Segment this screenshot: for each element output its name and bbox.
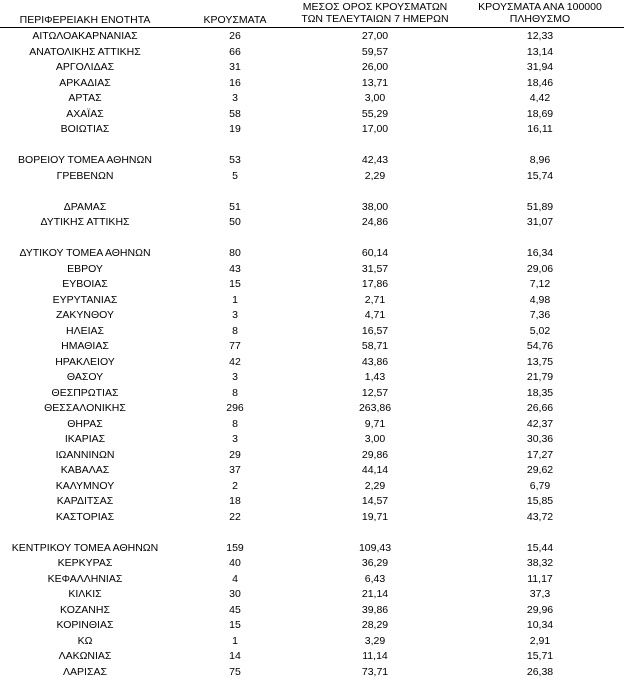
- per-100k-cell: 29,62: [470, 463, 610, 479]
- table-row: [0, 618, 624, 634]
- avg-7-days-cell: 2,29: [320, 479, 430, 495]
- region-cell: ΛΑΡΙΣΑΣ: [0, 665, 170, 680]
- table-row: [0, 432, 624, 448]
- table-row: [0, 29, 624, 45]
- cases-cell: 29: [190, 448, 280, 464]
- cases-cell: 8: [190, 417, 280, 433]
- per-100k-cell: 26,66: [470, 401, 610, 417]
- cases-cell: 15: [190, 618, 280, 634]
- table-row: [0, 634, 624, 650]
- table-row: [0, 370, 624, 386]
- region-cell: ΑΧΑΪΑΣ: [0, 107, 170, 123]
- region-cell: ΗΛΕΙΑΣ: [0, 324, 170, 340]
- per-100k-cell: 12,33: [470, 29, 610, 45]
- region-cell: ΖΑΚΥΝΘΟΥ: [0, 308, 170, 324]
- region-cell: ΗΜΑΘΙΑΣ: [0, 339, 170, 355]
- region-cell: ΔΡΑΜΑΣ: [0, 200, 170, 216]
- avg-7-days-cell: 17,00: [320, 122, 430, 138]
- per-100k-cell: 13,75: [470, 355, 610, 371]
- region-cell: ΘΗΡΑΣ: [0, 417, 170, 433]
- cases-cell: 22: [190, 510, 280, 526]
- avg-7-days-cell: 4,71: [320, 308, 430, 324]
- per-100k-cell: 15,74: [470, 169, 610, 185]
- cases-cell: 5: [190, 169, 280, 185]
- avg-7-days-cell: 17,86: [320, 277, 430, 293]
- table-row: [0, 76, 624, 92]
- avg-7-days-cell: 43,86: [320, 355, 430, 371]
- region-cell: ΕΒΡΟΥ: [0, 262, 170, 278]
- region-cell: ΑΡΚΑΔΙΑΣ: [0, 76, 170, 92]
- per-100k-cell: 15,85: [470, 494, 610, 510]
- avg-7-days-cell: 28,29: [320, 618, 430, 634]
- per-100k-cell: 8,96: [470, 153, 610, 169]
- per-100k-cell: 7,36: [470, 308, 610, 324]
- cases-cell: 296: [190, 401, 280, 417]
- per-100k-cell: 37,3: [470, 587, 610, 603]
- per-100k-cell: 15,44: [470, 541, 610, 557]
- region-cell: ΚΑΡΔΙΤΣΑΣ: [0, 494, 170, 510]
- cases-cell: 14: [190, 649, 280, 665]
- region-cell: ΗΡΑΚΛΕΙΟΥ: [0, 355, 170, 371]
- per-100k-cell: 5,02: [470, 324, 610, 340]
- cases-cell: 45: [190, 603, 280, 619]
- cases-cell: 66: [190, 45, 280, 61]
- avg-7-days-cell: 55,29: [320, 107, 430, 123]
- per-100k-cell: 16,11: [470, 122, 610, 138]
- per-100k-cell: 16,34: [470, 246, 610, 262]
- table-row: [0, 293, 624, 309]
- cases-cell: 3: [190, 370, 280, 386]
- region-cell: ΘΕΣΠΡΩΤΙΑΣ: [0, 386, 170, 402]
- per-100k-cell: 26,38: [470, 665, 610, 680]
- header-avg-line-1: ΜΕΣΟΣ ΟΡΟΣ ΚΡΟΥΣΜΑΤΩΝ: [303, 1, 448, 13]
- per-100k-cell: 18,69: [470, 107, 610, 123]
- avg-7-days-cell: 2,71: [320, 293, 430, 309]
- avg-7-days-cell: 3,00: [320, 91, 430, 107]
- table-row: [0, 386, 624, 402]
- table-row: [0, 541, 624, 557]
- avg-7-days-cell: 38,00: [320, 200, 430, 216]
- avg-7-days-cell: 29,86: [320, 448, 430, 464]
- per-100k-cell: 43,72: [470, 510, 610, 526]
- avg-7-days-cell: 31,57: [320, 262, 430, 278]
- table-row: [0, 153, 624, 169]
- table-row: [0, 479, 624, 495]
- avg-7-days-cell: 109,43: [320, 541, 430, 557]
- region-cell: ΑΡΤΑΣ: [0, 91, 170, 107]
- region-cell: ΙΩΑΝΝΙΝΩΝ: [0, 448, 170, 464]
- region-cell: ΒΟΡΕΙΟΥ ΤΟΜΕΑ ΑΘΗΝΩΝ: [0, 153, 170, 169]
- region-cell: ΑΙΤΩΛΟΑΚΑΡΝΑΝΙΑΣ: [0, 29, 170, 45]
- avg-7-days-cell: 16,57: [320, 324, 430, 340]
- per-100k-cell: 18,35: [470, 386, 610, 402]
- cases-cell: 50: [190, 215, 280, 231]
- avg-7-days-cell: 27,00: [320, 29, 430, 45]
- cases-cell: 16: [190, 76, 280, 92]
- table-row: [0, 107, 624, 123]
- cases-cell: 1: [190, 634, 280, 650]
- per-100k-cell: 29,06: [470, 262, 610, 278]
- avg-7-days-cell: 44,14: [320, 463, 430, 479]
- table-row: [0, 556, 624, 572]
- per-100k-cell: 30,36: [470, 432, 610, 448]
- avg-7-days-cell: 42,43: [320, 153, 430, 169]
- avg-7-days-cell: 3,29: [320, 634, 430, 650]
- table-row: [0, 510, 624, 526]
- avg-7-days-cell: 9,71: [320, 417, 430, 433]
- table-row: [0, 463, 624, 479]
- per-100k-cell: 38,32: [470, 556, 610, 572]
- region-cell: ΘΕΣΣΑΛΟΝΙΚΗΣ: [0, 401, 170, 417]
- per-100k-cell: 4,98: [470, 293, 610, 309]
- cases-cell: 3: [190, 91, 280, 107]
- cases-cell: 75: [190, 665, 280, 680]
- cases-cell: 18: [190, 494, 280, 510]
- per-100k-cell: 17,27: [470, 448, 610, 464]
- avg-7-days-cell: 19,71: [320, 510, 430, 526]
- per-100k-cell: 29,96: [470, 603, 610, 619]
- region-cell: ΑΡΓΟΛΙΔΑΣ: [0, 60, 170, 76]
- table-row: [0, 494, 624, 510]
- region-cell: ΚΟΖΑΝΗΣ: [0, 603, 170, 619]
- cases-cell: 42: [190, 355, 280, 371]
- table-row: [0, 665, 624, 680]
- table-row: [0, 277, 624, 293]
- table-row: [0, 308, 624, 324]
- table-row: [0, 355, 624, 371]
- per-100k-cell: 7,12: [470, 277, 610, 293]
- cases-cell: 26: [190, 29, 280, 45]
- header-avg-7-days: [290, 1, 460, 25]
- cases-cell: 3: [190, 308, 280, 324]
- table-row: [0, 246, 624, 262]
- per-100k-cell: 11,17: [470, 572, 610, 588]
- table-row: [0, 215, 624, 231]
- avg-7-days-cell: 24,86: [320, 215, 430, 231]
- table-row: [0, 324, 624, 340]
- cases-cell: 77: [190, 339, 280, 355]
- cases-cell: 2: [190, 479, 280, 495]
- per-100k-cell: 4,42: [470, 91, 610, 107]
- per-100k-cell: 6,79: [470, 479, 610, 495]
- avg-7-days-cell: 59,57: [320, 45, 430, 61]
- region-cell: ΚΕΦΑΛΛΗΝΙΑΣ: [0, 572, 170, 588]
- region-cell: ΒΟΙΩΤΙΑΣ: [0, 122, 170, 138]
- per-100k-cell: 54,76: [470, 339, 610, 355]
- table-row: [0, 60, 624, 76]
- avg-7-days-cell: 6,43: [320, 572, 430, 588]
- region-cell: ΚΩ: [0, 634, 170, 650]
- per-100k-cell: 31,94: [470, 60, 610, 76]
- table-row: [0, 401, 624, 417]
- avg-7-days-cell: 21,14: [320, 587, 430, 603]
- header-region: ΠΕΡΙΦΕΡΕΙΑΚΗ ΕΝΟΤΗΤΑ: [0, 14, 170, 26]
- cases-cell: 51: [190, 200, 280, 216]
- region-cell: ΚΕΝΤΡΙΚΟΥ ΤΟΜΕΑ ΑΘΗΝΩΝ: [0, 541, 170, 557]
- cases-cell: 30: [190, 587, 280, 603]
- per-100k-cell: 2,91: [470, 634, 610, 650]
- cases-cell: 8: [190, 324, 280, 340]
- cases-cell: 1: [190, 293, 280, 309]
- region-cell: ΚΟΡΙΝΘΙΑΣ: [0, 618, 170, 634]
- header-cases: ΚΡΟΥΣΜΑΤΑ: [190, 14, 280, 26]
- table-row: [0, 169, 624, 185]
- cases-cell: 31: [190, 60, 280, 76]
- avg-7-days-cell: 3,00: [320, 432, 430, 448]
- avg-7-days-cell: 12,57: [320, 386, 430, 402]
- per-100k-cell: 18,46: [470, 76, 610, 92]
- per-100k-cell: 21,79: [470, 370, 610, 386]
- region-cell: ΚΑΣΤΟΡΙΑΣ: [0, 510, 170, 526]
- cases-cell: 58: [190, 107, 280, 123]
- table-row: [0, 122, 624, 138]
- table-header: [0, 0, 624, 28]
- header-divider: [0, 27, 624, 28]
- region-cell: ΓΡΕΒΕΝΩΝ: [0, 169, 170, 185]
- cases-cell: 80: [190, 246, 280, 262]
- avg-7-days-cell: 36,29: [320, 556, 430, 572]
- avg-7-days-cell: 39,86: [320, 603, 430, 619]
- region-cell: ΕΥΡΥΤΑΝΙΑΣ: [0, 293, 170, 309]
- per-100k-cell: 51,89: [470, 200, 610, 216]
- table-body: [0, 29, 624, 680]
- cases-cell: 4: [190, 572, 280, 588]
- per-100k-cell: 42,37: [470, 417, 610, 433]
- per-100k-cell: 15,71: [470, 649, 610, 665]
- table-row: [0, 448, 624, 464]
- table-row: [0, 587, 624, 603]
- table-row: [0, 91, 624, 107]
- avg-7-days-cell: 2,29: [320, 169, 430, 185]
- table-row: [0, 603, 624, 619]
- region-cell: ΚΑΛΥΜΝΟΥ: [0, 479, 170, 495]
- avg-7-days-cell: 14,57: [320, 494, 430, 510]
- region-cell: ΚΑΒΑΛΑΣ: [0, 463, 170, 479]
- avg-7-days-cell: 13,71: [320, 76, 430, 92]
- cases-cell: 19: [190, 122, 280, 138]
- avg-7-days-cell: 26,00: [320, 60, 430, 76]
- cases-cell: 159: [190, 541, 280, 557]
- per-100k-cell: 31,07: [470, 215, 610, 231]
- cases-cell: 43: [190, 262, 280, 278]
- cases-cell: 15: [190, 277, 280, 293]
- region-cell: ΚΕΡΚΥΡΑΣ: [0, 556, 170, 572]
- table-row: [0, 339, 624, 355]
- header-per-100k-line-2: ΠΛΗΘΥΣΜΟ: [510, 13, 570, 25]
- table-row: [0, 45, 624, 61]
- table-row: [0, 262, 624, 278]
- table-row: [0, 572, 624, 588]
- region-cell: ΕΥΒΟΙΑΣ: [0, 277, 170, 293]
- cases-cell: 3: [190, 432, 280, 448]
- avg-7-days-cell: 73,71: [320, 665, 430, 680]
- region-cell: ΔΥΤΙΚΗΣ ΑΤΤΙΚΗΣ: [0, 215, 170, 231]
- region-cell: ΑΝΑΤΟΛΙΚΗΣ ΑΤΤΙΚΗΣ: [0, 45, 170, 61]
- avg-7-days-cell: 263,86: [320, 401, 430, 417]
- cases-cell: 53: [190, 153, 280, 169]
- avg-7-days-cell: 1,43: [320, 370, 430, 386]
- region-cell: ΙΚΑΡΙΑΣ: [0, 432, 170, 448]
- avg-7-days-cell: 11,14: [320, 649, 430, 665]
- per-100k-cell: 13,14: [470, 45, 610, 61]
- header-avg-line-2: ΤΩΝ ΤΕΛΕΥΤΑΙΩΝ 7 ΗΜΕΡΩΝ: [301, 13, 448, 25]
- region-cell: ΛΑΚΩΝΙΑΣ: [0, 649, 170, 665]
- region-cell: ΚΙΛΚΙΣ: [0, 587, 170, 603]
- region-cell: ΔΥΤΙΚΟΥ ΤΟΜΕΑ ΑΘΗΝΩΝ: [0, 246, 170, 262]
- per-100k-cell: 10,34: [470, 618, 610, 634]
- region-cell: ΘΑΣΟΥ: [0, 370, 170, 386]
- cases-cell: 8: [190, 386, 280, 402]
- table-row: [0, 200, 624, 216]
- header-per-100k-line-1: ΚΡΟΥΣΜΑΤΑ ΑΝΑ 100000: [478, 1, 602, 13]
- avg-7-days-cell: 58,71: [320, 339, 430, 355]
- cases-cell: 37: [190, 463, 280, 479]
- header-per-100k: [460, 1, 620, 25]
- table-row: [0, 649, 624, 665]
- table-row: [0, 417, 624, 433]
- avg-7-days-cell: 60,14: [320, 246, 430, 262]
- cases-cell: 40: [190, 556, 280, 572]
